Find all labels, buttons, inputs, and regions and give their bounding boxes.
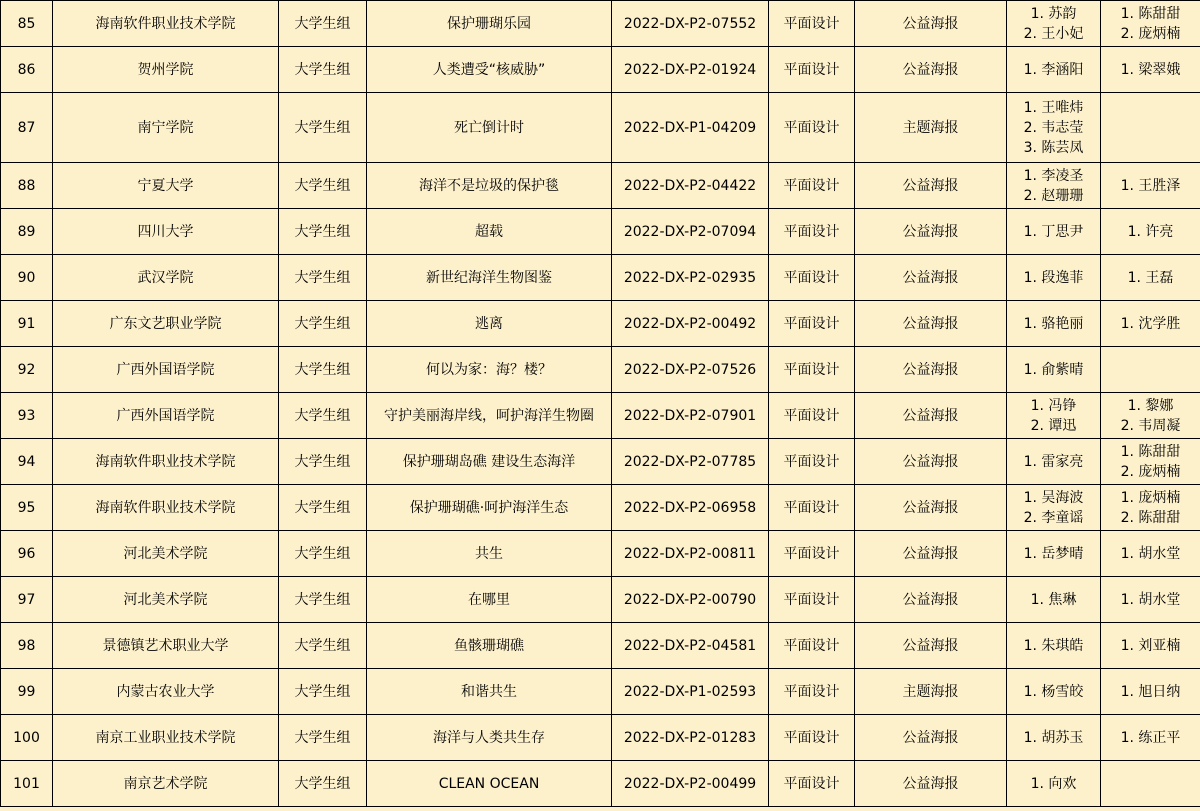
row-number: 99	[1, 669, 53, 715]
table-row	[1, 93, 1200, 163]
advisor-list	[1101, 301, 1200, 347]
work-title: 在哪里	[367, 577, 612, 623]
work-title: 守护美丽海岸线，呵护海洋生物圈	[367, 393, 612, 439]
advisor-names	[1101, 222, 1200, 242]
advisor-names	[1101, 636, 1200, 656]
author-list	[1007, 577, 1101, 623]
author-list	[1007, 255, 1101, 301]
school-name: 广东文艺职业学院	[53, 301, 279, 347]
table-row	[1, 255, 1200, 301]
table-row	[1, 163, 1200, 209]
work-code: 2022-DX-P2-01283	[612, 715, 769, 761]
school-name: 武汉学院	[53, 255, 279, 301]
advisor-list	[1101, 47, 1200, 93]
work-title: 海洋与人类共生存	[367, 715, 612, 761]
author-names	[1007, 222, 1100, 242]
work-type: 公益海报	[855, 209, 1007, 255]
advisor-name: 1. 黎娜	[1127, 397, 1174, 414]
advisor-name: 2. 庞炳楠	[1120, 25, 1181, 42]
work-type: 公益海报	[855, 47, 1007, 93]
author-list	[1007, 439, 1101, 485]
group-name: 大学生组	[279, 439, 367, 485]
group-name: 大学生组	[279, 93, 367, 163]
work-title: 人类遭受“核威胁”	[367, 47, 612, 93]
author-names	[1007, 396, 1100, 436]
work-code: 2022-DX-P2-04581	[612, 623, 769, 669]
work-code: 2022-DX-P1-04209	[612, 93, 769, 163]
table-row	[1, 761, 1200, 807]
school-name: 景德镇艺术职业大学	[53, 623, 279, 669]
category: 平面设计	[769, 577, 855, 623]
category: 平面设计	[769, 255, 855, 301]
author-name: 2. 谭迅	[1030, 417, 1077, 434]
author-list	[1007, 47, 1101, 93]
author-names	[1007, 166, 1100, 206]
author-name: 2. 韦志莹	[1023, 119, 1084, 136]
work-title: 保护珊瑚乐园	[367, 1, 612, 47]
author-name: 1. 王唯炜	[1023, 99, 1084, 116]
work-type: 公益海报	[855, 439, 1007, 485]
author-list	[1007, 163, 1101, 209]
advisor-list	[1101, 93, 1200, 163]
advisor-list	[1101, 209, 1200, 255]
author-list	[1007, 669, 1101, 715]
work-code: 2022-DX-P2-00811	[612, 531, 769, 577]
work-type: 公益海报	[855, 301, 1007, 347]
table-row	[1, 485, 1200, 531]
work-title: 何以为家：海？楼？	[367, 347, 612, 393]
author-name: 1. 吴海波	[1023, 489, 1084, 506]
school-name: 广西外国语学院	[53, 393, 279, 439]
advisor-name: 1. 胡水堂	[1120, 545, 1181, 562]
author-list	[1007, 93, 1101, 163]
work-code: 2022-DX-P2-02935	[612, 255, 769, 301]
work-code: 2022-DX-P2-07526	[612, 347, 769, 393]
author-list	[1007, 531, 1101, 577]
advisor-name: 1. 许亮	[1127, 223, 1174, 240]
work-title: 保护珊瑚礁·呵护海洋生态	[367, 485, 612, 531]
work-type: 公益海报	[855, 623, 1007, 669]
author-list	[1007, 301, 1101, 347]
table-row	[1, 715, 1200, 761]
work-title: 保护珊瑚岛礁 建设生态海洋	[367, 439, 612, 485]
author-list	[1007, 623, 1101, 669]
author-name: 1. 冯铮	[1030, 397, 1077, 414]
row-number: 100	[1, 715, 53, 761]
work-type: 公益海报	[855, 577, 1007, 623]
advisor-name: 1. 陈甜甜	[1120, 443, 1181, 460]
author-names	[1007, 360, 1100, 380]
advisor-names	[1101, 268, 1200, 288]
group-name: 大学生组	[279, 209, 367, 255]
author-names	[1007, 268, 1100, 288]
group-name: 大学生组	[279, 255, 367, 301]
group-name: 大学生组	[279, 669, 367, 715]
row-number: 90	[1, 255, 53, 301]
work-title: 和谐共生	[367, 669, 612, 715]
table-row	[1, 209, 1200, 255]
advisor-list	[1101, 715, 1200, 761]
advisor-list	[1101, 531, 1200, 577]
table-row	[1, 47, 1200, 93]
category: 平面设计	[769, 301, 855, 347]
row-number: 96	[1, 531, 53, 577]
row-number: 95	[1, 485, 53, 531]
category: 平面设计	[769, 347, 855, 393]
school-name: 广西外国语学院	[53, 347, 279, 393]
group-name: 大学生组	[279, 1, 367, 47]
advisor-name: 1. 陈甜甜	[1120, 5, 1181, 22]
table-row	[1, 347, 1200, 393]
school-name: 四川大学	[53, 209, 279, 255]
row-number: 94	[1, 439, 53, 485]
advisor-list	[1101, 623, 1200, 669]
table-row	[1, 531, 1200, 577]
author-name: 1. 雷家亮	[1023, 453, 1084, 470]
group-name: 大学生组	[279, 577, 367, 623]
advisor-names	[1101, 176, 1200, 196]
row-number: 98	[1, 623, 53, 669]
work-type: 主题海报	[855, 93, 1007, 163]
category: 平面设计	[769, 761, 855, 807]
author-name: 1. 焦琳	[1030, 591, 1077, 608]
row-number: 85	[1, 1, 53, 47]
author-name: 1. 朱琪皓	[1023, 637, 1084, 654]
author-names	[1007, 636, 1100, 656]
advisor-names	[1101, 544, 1200, 564]
author-name: 1. 胡苏玉	[1023, 729, 1084, 746]
advisor-name: 2. 韦周凝	[1120, 417, 1181, 434]
table-row	[1, 393, 1200, 439]
advisor-name: 1. 练正平	[1120, 729, 1181, 746]
work-code: 2022-DX-P2-07552	[612, 1, 769, 47]
advisor-list	[1101, 393, 1200, 439]
category: 平面设计	[769, 715, 855, 761]
author-name: 1. 骆艳丽	[1023, 315, 1084, 332]
group-name: 大学生组	[279, 531, 367, 577]
row-number: 89	[1, 209, 53, 255]
work-code: 2022-DX-P2-01924	[612, 47, 769, 93]
advisor-name: 1. 沈学胜	[1120, 315, 1181, 332]
advisor-names	[1101, 314, 1200, 334]
work-code: 2022-DX-P2-00499	[612, 761, 769, 807]
table-row	[1, 577, 1200, 623]
category: 平面设计	[769, 393, 855, 439]
author-names	[1007, 98, 1100, 158]
advisor-name: 1. 梁翠娥	[1120, 61, 1181, 78]
category: 平面设计	[769, 623, 855, 669]
advisor-name: 1. 旭日纳	[1120, 683, 1181, 700]
author-list	[1007, 761, 1101, 807]
school-name: 海南软件职业技术学院	[53, 485, 279, 531]
table-row	[1, 623, 1200, 669]
group-name: 大学生组	[279, 393, 367, 439]
author-name: 2. 李童谣	[1023, 509, 1084, 526]
school-name: 河北美术学院	[53, 577, 279, 623]
author-names	[1007, 774, 1100, 794]
work-code: 2022-DX-P2-06958	[612, 485, 769, 531]
advisor-list	[1101, 1, 1200, 47]
author-name: 3. 陈芸凤	[1023, 139, 1084, 156]
work-type: 公益海报	[855, 715, 1007, 761]
group-name: 大学生组	[279, 761, 367, 807]
work-code: 2022-DX-P2-07094	[612, 209, 769, 255]
school-name: 南京工业职业技术学院	[53, 715, 279, 761]
row-number: 97	[1, 577, 53, 623]
work-title: 共生	[367, 531, 612, 577]
row-number: 92	[1, 347, 53, 393]
group-name: 大学生组	[279, 47, 367, 93]
row-number: 88	[1, 163, 53, 209]
author-list	[1007, 347, 1101, 393]
work-title: CLEAN OCEAN	[367, 761, 612, 807]
work-type: 公益海报	[855, 393, 1007, 439]
author-name: 1. 李涵阳	[1023, 61, 1084, 78]
author-list	[1007, 209, 1101, 255]
author-list	[1007, 485, 1101, 531]
advisor-list	[1101, 439, 1200, 485]
work-code: 2022-DX-P2-00492	[612, 301, 769, 347]
work-code: 2022-DX-P2-00790	[612, 577, 769, 623]
row-number: 87	[1, 93, 53, 163]
advisor-name: 1. 刘亚楠	[1120, 637, 1181, 654]
author-list	[1007, 715, 1101, 761]
author-name: 1. 李凌圣	[1023, 167, 1084, 184]
row-number: 91	[1, 301, 53, 347]
work-title: 死亡倒计时	[367, 93, 612, 163]
school-name: 海南软件职业技术学院	[53, 1, 279, 47]
advisor-names	[1101, 442, 1200, 482]
group-name: 大学生组	[279, 301, 367, 347]
advisor-name: 2. 庞炳楠	[1120, 463, 1181, 480]
advisor-list	[1101, 669, 1200, 715]
group-name: 大学生组	[279, 715, 367, 761]
category: 平面设计	[769, 485, 855, 531]
work-type: 公益海报	[855, 255, 1007, 301]
work-type: 公益海报	[855, 347, 1007, 393]
advisor-list	[1101, 255, 1200, 301]
author-name: 2. 赵珊珊	[1023, 187, 1084, 204]
table-body	[1, 1, 1200, 807]
advisor-name: 2. 陈甜甜	[1120, 509, 1181, 526]
work-code: 2022-DX-P2-07901	[612, 393, 769, 439]
author-name: 1. 杨雪皎	[1023, 683, 1084, 700]
author-names	[1007, 590, 1100, 610]
school-name: 宁夏大学	[53, 163, 279, 209]
advisor-names	[1101, 4, 1200, 44]
school-name: 内蒙古农业大学	[53, 669, 279, 715]
advisor-list	[1101, 761, 1200, 807]
category: 平面设计	[769, 47, 855, 93]
author-name: 1. 俞紫晴	[1023, 361, 1084, 378]
advisor-name: 1. 王磊	[1127, 269, 1174, 286]
group-name: 大学生组	[279, 485, 367, 531]
work-type: 公益海报	[855, 761, 1007, 807]
category: 平面设计	[769, 1, 855, 47]
category: 平面设计	[769, 669, 855, 715]
advisor-names	[1101, 590, 1200, 610]
advisor-names	[1101, 396, 1200, 436]
work-code: 2022-DX-P2-07785	[612, 439, 769, 485]
row-number: 93	[1, 393, 53, 439]
group-name: 大学生组	[279, 623, 367, 669]
advisor-list	[1101, 163, 1200, 209]
group-name: 大学生组	[279, 163, 367, 209]
table-row	[1, 1, 1200, 47]
advisor-names	[1101, 60, 1200, 80]
author-name: 1. 岳梦晴	[1023, 545, 1084, 562]
category: 平面设计	[769, 209, 855, 255]
advisor-name: 1. 庞炳楠	[1120, 489, 1181, 506]
work-code: 2022-DX-P1-02593	[612, 669, 769, 715]
work-type: 主题海报	[855, 669, 1007, 715]
author-name: 1. 丁思尹	[1023, 223, 1084, 240]
work-type: 公益海报	[855, 1, 1007, 47]
author-names	[1007, 544, 1100, 564]
advisor-names	[1101, 682, 1200, 702]
advisor-names	[1101, 488, 1200, 528]
author-name: 2. 王小妃	[1023, 25, 1084, 42]
work-code: 2022-DX-P2-04422	[612, 163, 769, 209]
advisor-names	[1101, 728, 1200, 748]
category: 平面设计	[769, 163, 855, 209]
advisor-list	[1101, 485, 1200, 531]
work-title: 鱼骸珊瑚礁	[367, 623, 612, 669]
school-name: 南京艺术学院	[53, 761, 279, 807]
work-type: 公益海报	[855, 531, 1007, 577]
author-names	[1007, 314, 1100, 334]
school-name: 河北美术学院	[53, 531, 279, 577]
group-name: 大学生组	[279, 347, 367, 393]
work-title: 逃离	[367, 301, 612, 347]
advisor-name: 1. 胡水堂	[1120, 591, 1181, 608]
author-names	[1007, 4, 1100, 44]
author-name: 1. 苏韵	[1030, 5, 1077, 22]
author-name: 1. 向欢	[1030, 775, 1077, 792]
work-title: 超载	[367, 209, 612, 255]
author-names	[1007, 682, 1100, 702]
category: 平面设计	[769, 531, 855, 577]
table-row	[1, 301, 1200, 347]
work-title: 海洋不是垃圾的保护毯	[367, 163, 612, 209]
author-names	[1007, 488, 1100, 528]
work-type: 公益海报	[855, 485, 1007, 531]
author-names	[1007, 452, 1100, 472]
table-row	[1, 439, 1200, 485]
work-type: 公益海报	[855, 163, 1007, 209]
author-name: 1. 段逸菲	[1023, 269, 1084, 286]
school-name: 南宁学院	[53, 93, 279, 163]
advisor-list	[1101, 577, 1200, 623]
category: 平面设计	[769, 439, 855, 485]
advisor-list	[1101, 347, 1200, 393]
author-list	[1007, 393, 1101, 439]
author-list	[1007, 1, 1101, 47]
work-title: 新世纪海洋生物图鉴	[367, 255, 612, 301]
row-number: 101	[1, 761, 53, 807]
category: 平面设计	[769, 93, 855, 163]
author-names	[1007, 728, 1100, 748]
advisor-name: 1. 王胜泽	[1120, 177, 1181, 194]
author-names	[1007, 60, 1100, 80]
school-name: 贺州学院	[53, 47, 279, 93]
row-number: 86	[1, 47, 53, 93]
school-name: 海南软件职业技术学院	[53, 439, 279, 485]
table-row	[1, 669, 1200, 715]
